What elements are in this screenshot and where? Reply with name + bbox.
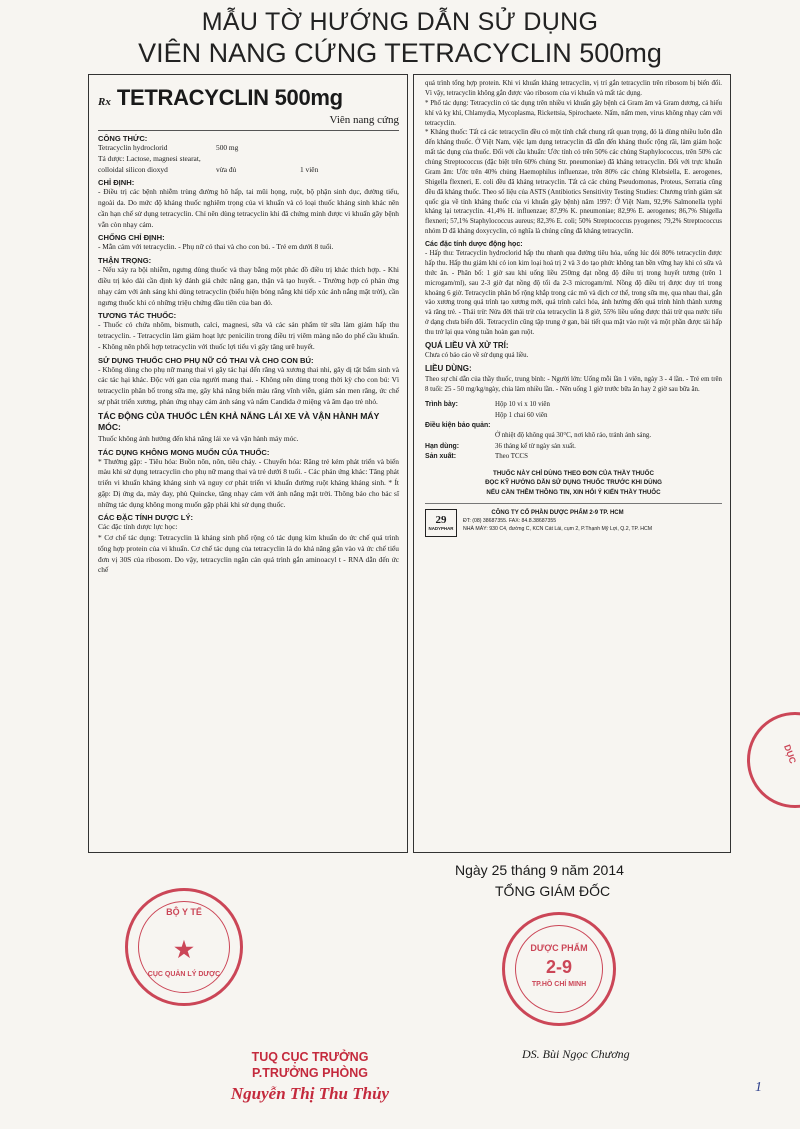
interactions-heading: TƯƠNG TÁC THUỐC:	[98, 311, 177, 321]
signature-date: Ngày 25 tháng 9 năm 2014	[455, 862, 624, 878]
precautions-heading: THẬN TRỌNG:	[98, 256, 152, 266]
pharmacology-heading: CÁC ĐẶC TÍNH DƯỢC LÝ:	[98, 513, 194, 523]
composition-heading: CÔNG THỨC:	[98, 134, 148, 143]
page-title-line1: MẪU TỜ HƯỚNG DẪN SỬ DỤNG	[201, 8, 599, 36]
seal-text-top: DƯỢC PHẨM	[530, 943, 588, 953]
seal-text-top: BỘ Y TẾ	[166, 907, 202, 917]
mechanism-continued-text: quá trình tổng hợp protein. Khi vi khuẩn kháng tetracyclin, vị trí gắn tetracyclin trên ribosom bị biến đổi. Vì vậy, tetracyclin không gắn được vào ribosom của vi khuẩn và mất tác dụng.	[425, 80, 722, 97]
company-logo	[425, 509, 457, 537]
driving-text: Thuốc không ảnh hưởng đến khả năng lái xe và vận hành máy móc.	[98, 433, 299, 443]
seal-text-bottom: TP.HỒ CHÍ MINH	[531, 981, 587, 988]
composition-table	[98, 143, 399, 175]
warning-line: ĐỌC KỸ HƯỚNG DẪN SỬ DỤNG THUỐC TRƯỚC KHI DÙNG	[485, 479, 662, 487]
dosage-text: Theo sự chỉ dẫn của thầy thuốc, trung bình: - Người lớn: Uống mỗi lần 1 viên, ngày 3 - 4 lần. - Trẻ em trên 8 tuổi: 25 - 50 mg/kg/ngày, chia làm nhiều lần. - Nên uống 1 giờ trước bữa ăn hay 2 giờ sau bữa ăn.	[425, 375, 722, 393]
contraindications-text: - Mẫn cảm với tetracyclin. - Phụ nữ có thai và cho con bú. - Trẻ em dưới 8 tuổi.	[98, 242, 334, 252]
storage-label: Điều kiện bảo quản:	[425, 422, 491, 430]
deputy-title-1: TUQ CỤC TRƯỞNG	[251, 1050, 369, 1064]
dosage-heading: LIỀU DÙNG:	[425, 364, 472, 374]
overdose-heading: QUÁ LIỀU VÀ XỬ TRÍ:	[425, 340, 509, 350]
dosage-form: Viên nang cứng	[329, 114, 399, 126]
spectrum-text: * Phổ tác dụng: Tetracyclin có tác dụng trên nhiều vi khuẩn gây bệnh cả Gram âm và Gram dương, cả hiếu khí và kỵ khí, Chlamydia, Mycoplasma, Rickettsia, Spirochaete. Nấm, nấm men, virus không nhạy cảm với tetracyclin.	[425, 99, 722, 127]
composition-cell: 1 viên	[300, 164, 319, 174]
pharmacology-text: * Cơ chế tác dụng: Tetracyclin là kháng sinh phổ rộng có tác dụng kìm khuẩn do ức chế quá trình tổng hợp protein của vi khuẩn. Cơ chế tác dụng của tetracyclin là do khả năng gắn vào và ức chế tiểu đơn vị 30S của ribosom. Do vậy, tetracyclin ngăn cản quá trình gắn aminoacyl t - RNA dẫn đến ức chế	[98, 533, 399, 575]
divider	[98, 130, 399, 131]
composition-cell: vừa đủ	[216, 164, 237, 174]
interactions-text: - Thuốc có chứa nhôm, bismuth, calci, magnesi, sữa và các sản phẩm từ sữa làm giảm hấp thu tetracyclin. - Tetracyclin làm giảm hoạt lực penicilin trong điều trị viêm màng não do phế cầu khuẩn. - Không nên phối hợp tetracyclin với thuốc lợi tiểu vì gây tăng urê huyết.	[98, 320, 399, 351]
indications-text: - Điều trị các bệnh nhiễm trùng đường hô hấp, tai mũi họng, ruột, bộ phận sinh dục, đường tiểu, ngoài da. Do mức độ kháng thuốc nghiêm trọng của vi khuẩn và có loại thuốc kháng sinh khác nên cần hạn chế sử dụng tetracyclin. Chỉ nên dùng tetracyclin khi đã chứng minh được vi khuẩn gây bệnh vẫn còn nhạy cảm.	[98, 187, 399, 229]
company-address: NHÀ MÁY: 930 C4, đường C, KCN Cát Lái, cụm 2, P.Thạnh Mỹ Lợi, Q.2, TP. HCM	[463, 526, 653, 533]
warning-line: NẾU CẦN THÊM THÔNG TIN, XIN HỎI Ý KIẾN THẦY THUỐC	[486, 488, 661, 496]
packaging-label: Trình bày:	[425, 401, 458, 409]
drug-name: TETRACYCLIN 500mg	[116, 85, 343, 110]
company-phone: ĐT: (08) 38687355. FAX: 84.8.38687355	[463, 518, 557, 525]
logo-glyph: 29	[435, 514, 447, 527]
drug-header	[98, 85, 399, 111]
resistance-text: * Kháng thuốc: Tất cả các tetracyclin đều có một tính chất chung rất quan trọng, đó là dùng nhiều luôn dẫn đến kháng thuốc. Ở Việt Nam, việc lạm dụng tetracyclin đã dẫn đến kháng thuốc rộng rãi, làm giảm hoặc mất tác dụng của thuốc. Đối với cầu khuẩn: Ước tính có trên 50% các chủng Staphylococcus, trên 50% các chủng Streptococcus (đặc biệt trên 60% chủng Str. pneumoniae) đã kháng tetracyclin. Đối với trực khuẩn Gram âm: Ước trên 40% chủng Haemophilus influenzae, trên 80% các chủng Klebsiella, E. aerogenes, Shigella flexneri, E. coli đều đã kháng tetracyclin. Tất cả các chủng Pseudomonas, Proteus, Serratia cũng đều đã kháng thuốc. Theo số liệu của ASTS (Antibiotics Sensitivity Testing Studies: Chương trình giám sát quốc gia về tính kháng thuốc của vi khuẩn gây bệnh) năm 1997: Ở Việt Nam, 92,9% Salmonella typhi kháng lại tetracyclin. 41,4% H. influenzae; 87,9% K. pneumoniae; 82,9% E. aerogenes; 86,7% Shigella flexneri; 57,1% Staphylococcus aureus; 82,3% E. coli; 50% Streptococcus pyogenes; 79,2% Streptococcus nhóm D đã kháng doxycyclin, có nghĩa là chúng cũng đã kháng tetracyclin.	[425, 129, 722, 236]
driving-heading: TÁC ĐỘNG CỦA THUỐC LÊN KHẢ NĂNG LÁI XE VÀ VẬN HÀNH MÁY MÓC:	[98, 410, 380, 433]
logo-text: NADYPHAR	[428, 526, 454, 532]
pharmacokinetics-heading: Các đặc tính dược động học:	[425, 241, 523, 248]
standard-label: Sản xuất:	[425, 453, 457, 461]
deputy-name: Nguyễn Thị Thu Thủy	[230, 1084, 390, 1103]
contraindications-heading: CHỐNG CHỈ ĐỊNH:	[98, 233, 165, 243]
expiry-label: Hạn dùng:	[425, 442, 460, 450]
deputy-title-2: P.TRƯỞNG PHÒNG	[252, 1066, 368, 1080]
edge-seal	[747, 712, 800, 808]
warning-line: THUỐC NÀY CHỈ DÙNG THEO ĐƠN CỦA THẦY THUỐC	[493, 469, 654, 477]
composition-cell	[300, 143, 340, 154]
composition-cell: colloidal silicon dioxyd	[98, 164, 168, 174]
indications-heading: CHỈ ĐỊNH:	[98, 178, 135, 188]
precautions-text: - Nếu xảy ra bội nhiễm, ngưng dùng thuốc và thay bằng một phác đồ điều trị khác thích hợp. - Khi điều trị kéo dài cần định kỳ đánh giá chức năng gan, thận và tạo huyết. - Trường hợp có phản ứng nhạy cảm với ánh sáng khi dùng tetracyclin (biểu hiện bỏng nắng khi tiếp xúc ánh nắng mặt trời), cần ngưng thuốc khi có những triệu chứng đầu tiên của ban đỏ.	[98, 265, 399, 307]
composition-cell: Tetracyclin hydroclorid	[98, 143, 168, 153]
standard-value: Theo TCCS	[495, 453, 528, 461]
pharmacokinetics-text: - Hấp thu: Tetracyclin hydroclorid hấp thu nhanh qua đường tiêu hóa, uống lúc đói 80% tetracyclin được hấp thu. Hấp thu giảm khi có ion kim loại hoá trị 2 và 3 do tạo phức không tan bền vững hay khi có sữa và thức ăn. - Phân bố: 1 giờ sau khi uống liều 250mg đạt nồng độ điều trị trong huyết tương (trên 1 microgam/ml), sau 2-3 giờ đạt nồng độ tối đa 2-3 microgam/ml. Nồng độ điều trị được duy trì trong khoảng 6 giờ. Tetracyclin phân bố rộng khắp trong các mô và dịch cơ thể, trong sữa mẹ, qua nhau thai, gắn vào xương trong quá trình tạo xương mới, quá trình calci hóa, ảnh hưởng đến quá trình hình thành xương và răng trẻ. - Thải trừ: Nửa đời thải trừ của tetracyclin là 8 giờ, 55% liều uống được thải trừ qua nước tiểu ở dạng chưa biến đổi. Tetracyclin cũng tập trung ở gan, bài tiết qua mật vào ruột và một phần được tái hấp thu trở lại qua vòng tuần hoàn gan ruột.	[425, 250, 722, 337]
leaflet-left-column	[88, 74, 408, 853]
expiry-value: 36 tháng kể từ ngày sản xuất.	[495, 442, 576, 450]
packaging-value-1: Hộp 10 vỉ x 10 viên	[495, 401, 550, 409]
rx-symbol: Rx	[98, 96, 111, 108]
company-seal	[502, 912, 616, 1026]
pregnancy-heading: SỬ DỤNG THUỐC CHO PHỤ NỮ CÓ THAI VÀ CHO CON BÚ:	[98, 355, 314, 365]
overdose-text: Chưa có báo cáo về sử dụng quá liều.	[425, 352, 529, 360]
page-mark: 1	[755, 1080, 762, 1095]
ministry-seal	[125, 888, 243, 1006]
side-effects-text: * Thường gặp: - Tiêu hóa: Buồn nôn, nôn, tiêu chảy. - Chuyển hóa: Răng trẻ kém phát triển và biến màu khi sử dụng tetracyclin cho phụ nữ mang thai và trẻ dưới 8 tuổi. - Các phản ứng khác: Tăng phát triển vi khuẩn kháng kháng sinh và nguy cơ phát triển vi khuẩn đường ruột kháng kháng sinh. * Ít gặp: Dị ứng da, mày đay, phù Quincke, tăng nhạy cảm với ánh nắng mặt trời. Thông báo cho bác sĩ những tác dụng không mong muốn gặp phải khi sử dụng thuốc.	[98, 456, 399, 509]
director-title: TỔNG GIÁM ĐỐC	[495, 883, 611, 899]
packaging-value-2: Hộp 1 chai 60 viên	[495, 411, 548, 419]
pregnancy-text: - Không dùng cho phụ nữ mang thai vì gây tác hại đến răng và xương thai nhi, gây dị tật bẩm sinh và các tác hại khác. Độc với gan của người mang thai. - Không nên dùng trong thời kỳ cho con bú: Vì tetracyclin phân bố trong sữa mẹ, gây khả năng biến màu răng vĩnh viễn, giảm sản men răng, ức chế sự phát triển xương, phản ứng nhạy cảm ánh sáng và nấm Candida ở miệng và âm đạo trẻ nhỏ.	[98, 364, 399, 406]
manufacturer-block	[425, 503, 722, 537]
seal-text: DỤC	[781, 743, 799, 765]
star-icon: ★	[174, 937, 194, 962]
storage-value: Ở nhiệt độ không quá 30°C, nơi khô ráo, tránh ánh sáng.	[495, 432, 652, 440]
composition-cell: 500 mg	[216, 143, 239, 153]
leaflet-right-column	[413, 74, 731, 853]
page-title-line2: VIÊN NANG CỨNG TETRACYCLIN 500mg	[138, 38, 662, 68]
prescription-warning	[425, 469, 722, 498]
seal-text-bottom: CỤC QUẢN LÝ DƯỢC	[147, 971, 221, 978]
pharmacology-subheading: Các đặc tính dược lực học:	[98, 522, 178, 532]
company-info	[463, 509, 652, 537]
director-name: DS. Bùi Ngọc Chương	[522, 1047, 630, 1061]
product-details	[425, 400, 722, 462]
seal-text-mid: 2-9	[545, 957, 572, 977]
composition-cell: Tá dược: Lactose, magnesi stearat,	[98, 153, 201, 163]
side-effects-heading: TÁC DỤNG KHÔNG MONG MUỐN CỦA THUỐC:	[98, 447, 270, 457]
company-name: CÔNG TY CỔ PHẦN DƯỢC PHẨM 2-9 TP. HCM	[491, 510, 624, 517]
